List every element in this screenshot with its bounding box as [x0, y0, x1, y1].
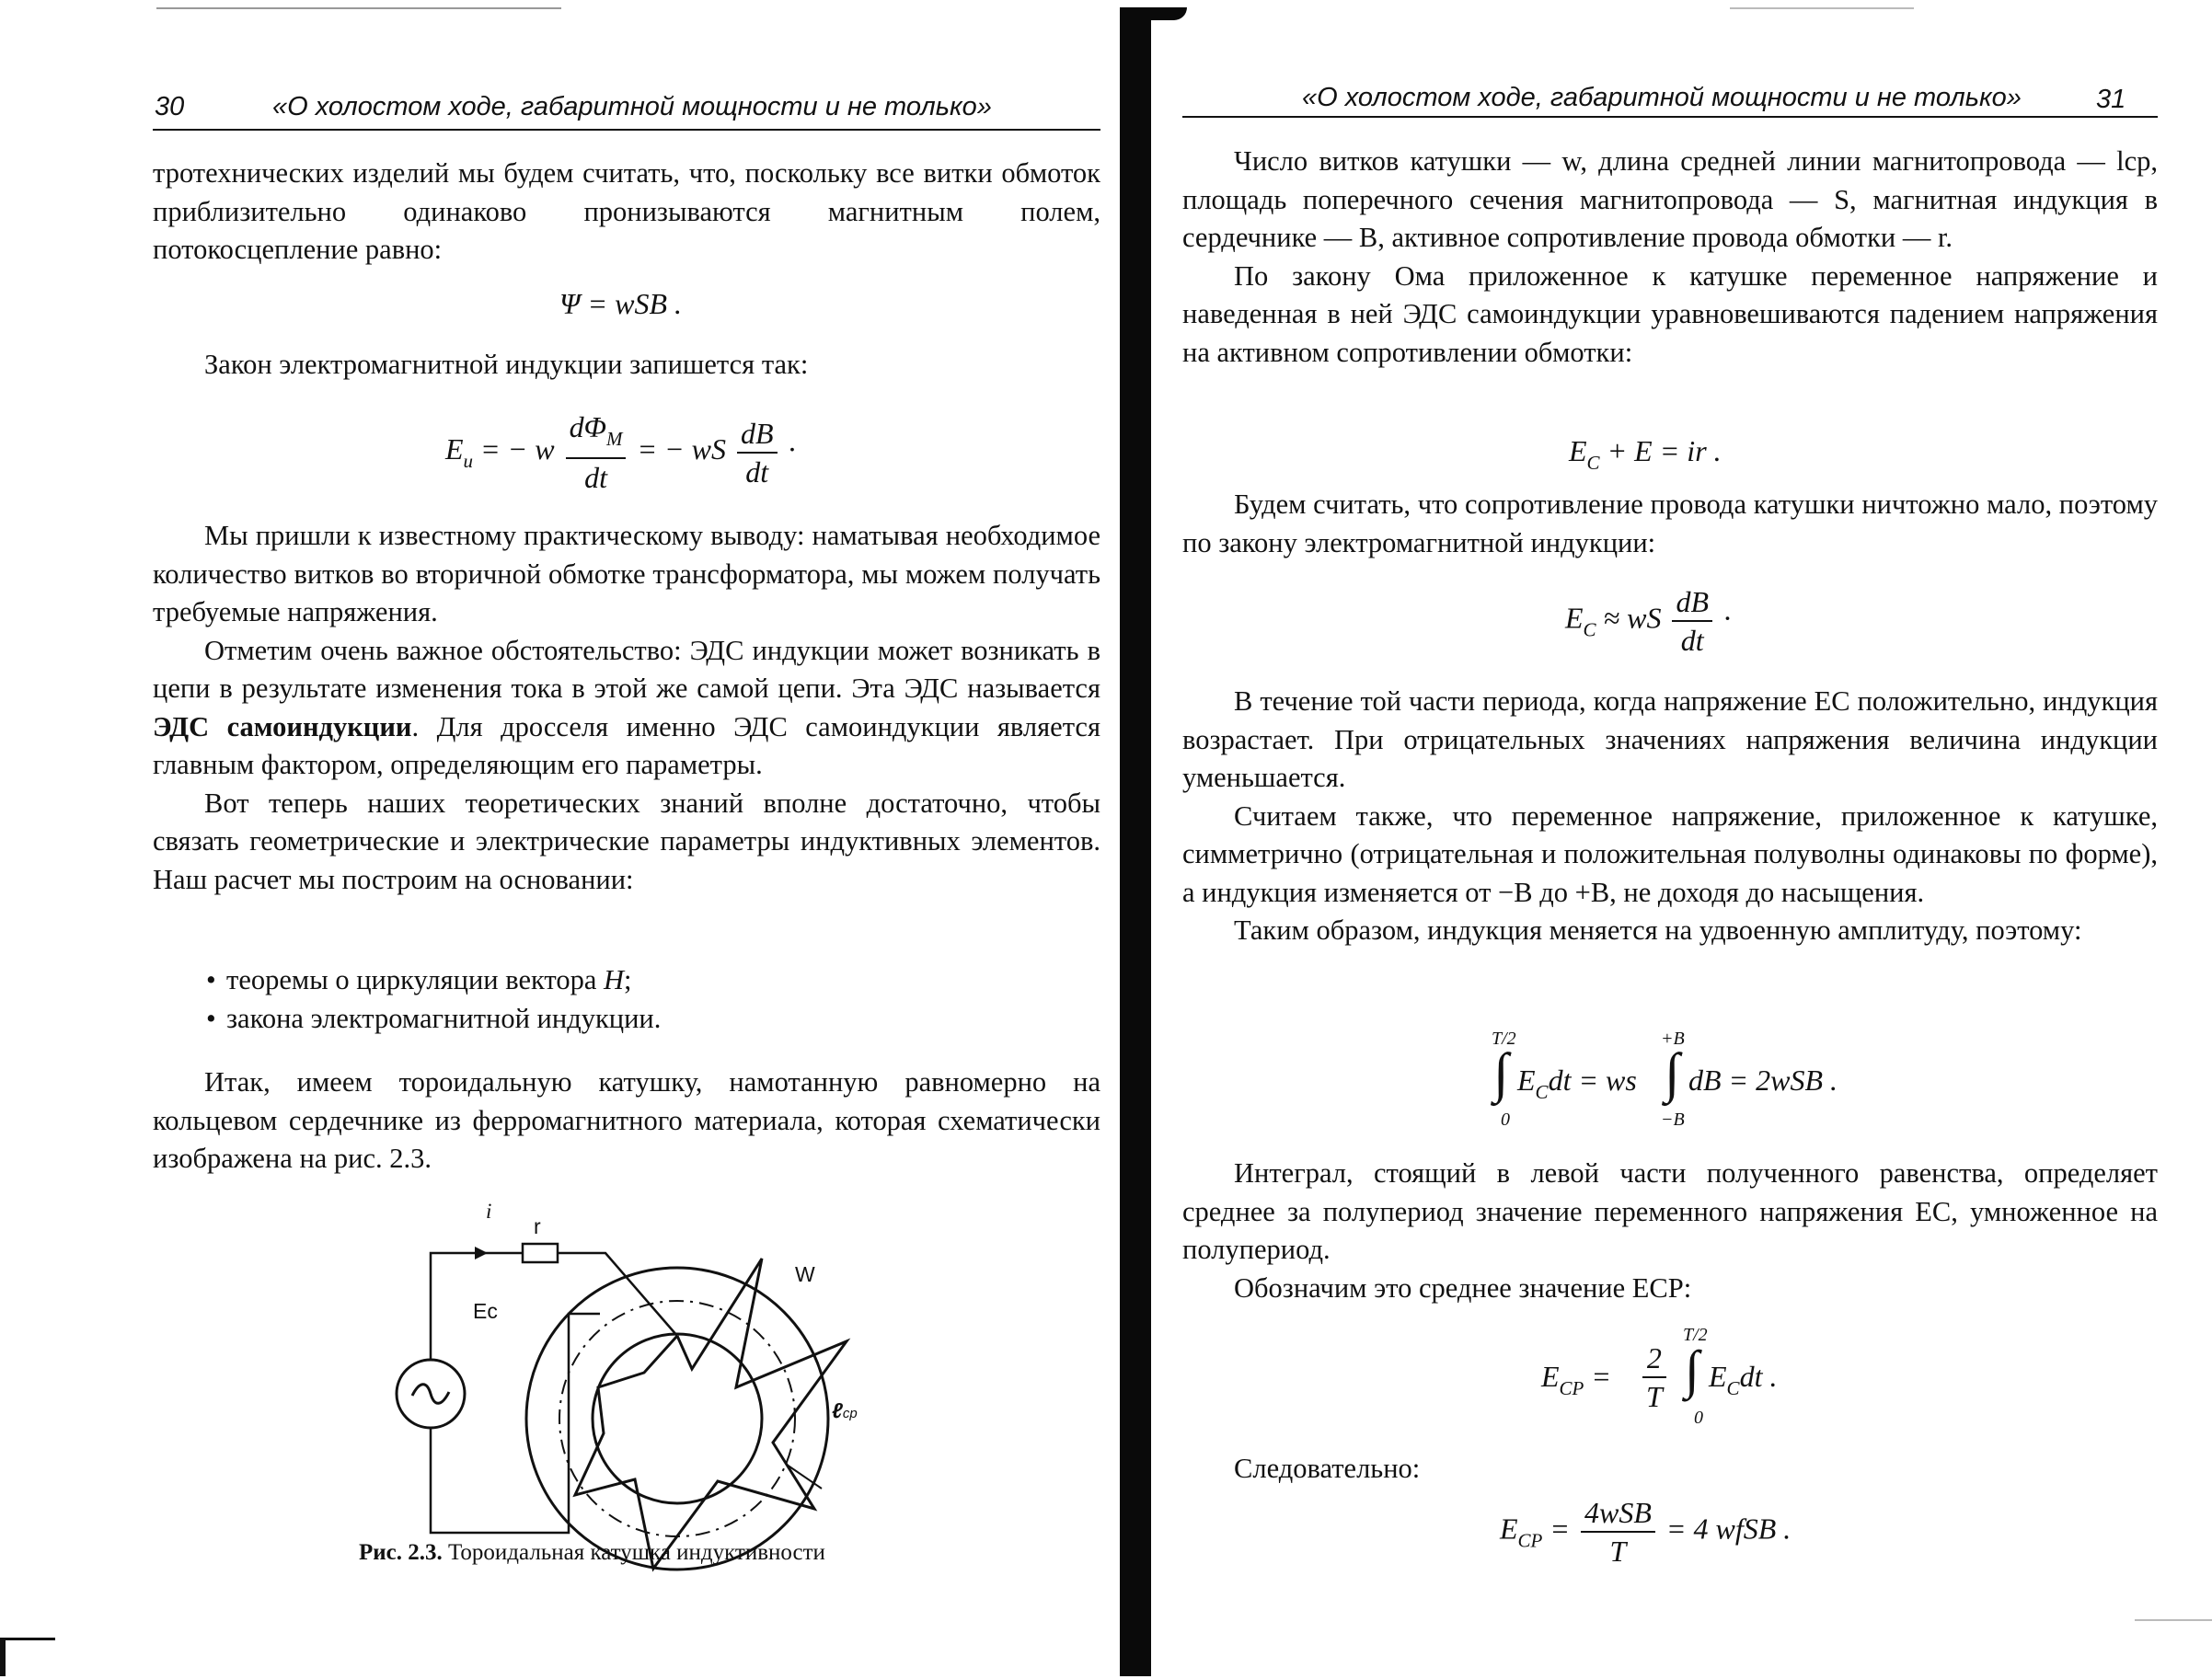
integral-body: dB = 2wSB .: [1688, 1064, 1838, 1097]
right-page: [1127, 0, 2212, 1676]
formula-subscript: C: [1535, 1081, 1549, 1103]
formula-term: dt .: [1739, 1360, 1778, 1393]
list-item: [202, 961, 1104, 1000]
label-mean-length-symbol: ℓ: [832, 1398, 843, 1422]
fraction-numerator: 2: [1642, 1341, 1666, 1378]
body-text: [1182, 1155, 2158, 1307]
figure-caption: [359, 1540, 825, 1566]
paragraph: Мы пришли к известному практическому выводу: наматывая необходимое количество витков во вторичной обмотке трансформатора, мы можем получать требуемые напряжения.: [153, 520, 1100, 627]
formula-subscript: C: [1586, 452, 1600, 474]
formula-ohm: [1569, 434, 1722, 475]
formula-term: = − w: [480, 431, 555, 466]
formula-term: E: [1517, 1064, 1536, 1097]
formula-term: = 4 wfSB .: [1665, 1512, 1791, 1546]
formula-term: = − wS: [637, 431, 726, 466]
paragraph: Закон электромагнитной индукции запишется так:: [204, 349, 809, 380]
fraction: [737, 417, 778, 489]
fraction-numerator: dB: [1672, 585, 1712, 622]
bullet-list-container: [202, 961, 1104, 1038]
formula-subscript: C: [1583, 618, 1596, 641]
formula-term: E: [1565, 601, 1584, 635]
paragraph: Следовательно:: [1234, 1453, 1421, 1484]
paragraph: Итак, имеем тороидальную катушку, намотанную равномерно на кольцевом сердечнике из ферромагнитного материала, которая схематически изображена на рис. 2.3.: [153, 1066, 1100, 1174]
fraction-denominator: dt: [745, 454, 769, 489]
formula-term: E: [1541, 1360, 1560, 1393]
paragraph: Вот теперь наших теоретических знаний вполне достаточно, чтобы связать геометрические и электрические параметры индуктивных элементов. Наш расчет мы построим на основании:: [153, 787, 1100, 895]
integral-lower-limit: 0: [1694, 1408, 1703, 1428]
italic-symbol: H: [604, 964, 625, 995]
label-resistor: r: [534, 1214, 541, 1238]
formula-term: E: [1709, 1360, 1727, 1393]
integral-lower-limit: 0: [1501, 1110, 1510, 1130]
paragraph: [153, 632, 1100, 785]
fraction-numerator: dΦ: [569, 410, 606, 443]
formula-subscript: CP: [1517, 1529, 1543, 1552]
body-text: [153, 155, 1100, 270]
text-run: теоремы о циркуляции вектора: [226, 964, 604, 995]
formula-term: ≈ wS: [1603, 601, 1662, 635]
text-run: ;: [624, 964, 632, 995]
formula-term: + E = ir .: [1599, 434, 1722, 467]
fraction-denominator: T: [1646, 1380, 1663, 1413]
formula-subscript: C: [1726, 1377, 1740, 1399]
fraction-denominator: dt: [1680, 624, 1704, 657]
paragraph: По закону Ома приложенное к катушке переменное напряжение и наведенная в ней ЭДС самоиндукции уравновешиваются падением напряжения на активном сопротивлении обмотки:: [1182, 259, 2158, 368]
paragraph: Таким образом, индукция меняется на удвоенную амплитуду, поэтому:: [1234, 914, 2082, 946]
page-number: 31: [2096, 85, 2126, 114]
paragraph: Будем считать, что сопротивление провода катушки ничтожно мало, поэтому по закону электромагнитной индукции:: [1182, 489, 2158, 558]
integral-upper-limit: T/2: [1492, 1029, 1516, 1049]
header-rule: [1182, 116, 2158, 118]
fraction: [1581, 1496, 1655, 1568]
body-text: [1182, 143, 2158, 372]
formula-term: ·: [788, 431, 796, 466]
body-text: [153, 517, 1100, 899]
integral-lower-limit: −B: [1661, 1110, 1685, 1130]
label-winding: W: [795, 1262, 815, 1286]
toroidal-coil-figure: [368, 1205, 883, 1573]
paragraph: Считаем также, что переменное напряжение, приложенное к катушке, симметрично (отрицательная и положительная полуволны одинаковы по форме), а индукция изменяется от −B до +B, не доходя до насыщения.: [1182, 799, 2158, 908]
formula-term: dt = ws: [1548, 1064, 1637, 1097]
paragraph: В течение той части периода, когда напряжение EC положительно, индукция возрастает. При отрицательных значениях напряжения величина индукции уменьшается.: [1182, 685, 2158, 793]
current-arrow: [475, 1247, 488, 1259]
page-number: 30: [155, 92, 185, 121]
caption-text: Тороидальная катушка индуктивности: [442, 1540, 825, 1565]
paragraph: Число витков катушки — w, длина средней линии магнитопровода — lср, площадь поперечного сечения магнитопровода — S, магнитная индукция в сердечнике — B, активное сопротивление провода обмотки — r.: [1182, 145, 2158, 253]
list-item: • закона электромагнитной индукции.: [202, 1000, 1104, 1039]
formula-term: E: [1500, 1512, 1518, 1546]
wire: [558, 1253, 677, 1336]
integral-upper-limit: T/2: [1683, 1325, 1708, 1345]
bold-term: ЭДС самоиндукции: [153, 710, 412, 742]
label-mean-length-sub: ср: [842, 1406, 858, 1421]
fraction-denominator: T: [1609, 1535, 1627, 1568]
fraction: [1672, 585, 1712, 657]
text-run: . Для дросселя именно ЭДС самоиндукции является главным фактором, определяющим его параметры.: [153, 710, 1100, 780]
integral-body: [1517, 1064, 1637, 1104]
formula-term: ·: [1723, 601, 1732, 635]
fraction-numerator: 4wSB: [1581, 1496, 1655, 1533]
toroid-inner: [593, 1334, 762, 1503]
fraction: [566, 410, 627, 494]
wire: [431, 1314, 600, 1533]
formula-term: =: [1591, 1360, 1611, 1393]
running-head: «О холостом ходе, габаритной мощности и не только»: [1302, 83, 2022, 112]
fraction-denominator: dt: [584, 461, 607, 494]
body-text: [1182, 1450, 2158, 1489]
formula-subscript: и: [463, 449, 474, 472]
formula-emf-induction: [445, 410, 796, 494]
formula-term: E: [1569, 434, 1587, 467]
formula-psi: Ψ = wSB .: [559, 287, 682, 320]
resistor: [523, 1244, 558, 1262]
fraction-numerator: dB: [737, 417, 778, 454]
header-rule: [153, 129, 1100, 131]
integral-sign: ∫: [1665, 1042, 1680, 1103]
body-text: [1182, 683, 2158, 950]
integral-sign: ∫: [1685, 1340, 1699, 1399]
label-current: i: [486, 1200, 492, 1223]
formula-ec: [1565, 585, 1731, 657]
formula-subscript: M: [605, 428, 623, 450]
formula-term: E: [445, 431, 464, 466]
label-mean-length: [832, 1398, 858, 1423]
body-text: [153, 1064, 1100, 1179]
body-text: [1182, 486, 2158, 562]
formula-average: [1541, 1325, 1836, 1435]
paragraph: Интеграл, стоящий в левой части полученного равенства, определяет среднее за полупериод значение переменного напряжения EC, умноженное на полупериод.: [1182, 1157, 2158, 1265]
formula-integral: [1477, 1029, 1863, 1130]
paragraph: тротехнических изделий мы будем считать, что, поскольку все витки обмоток приблизительно одинаково пронизываются магнитным полем, потокосцепление равно:: [153, 157, 1100, 265]
integral-upper-limit: +B: [1661, 1029, 1685, 1049]
bullet-list: [202, 961, 1104, 1038]
running-head: «О холостом ходе, габаритной мощности и не только»: [272, 92, 992, 121]
formula-subscript: CP: [1559, 1377, 1584, 1399]
body-text: [153, 346, 1100, 385]
formula-final: [1500, 1496, 1791, 1568]
label-ec: Ec: [473, 1299, 498, 1323]
paragraph: Обозначим это среднее значение ECP:: [1234, 1271, 1692, 1304]
formula-term: =: [1550, 1512, 1570, 1546]
caption-number: Рис. 2.3.: [359, 1540, 443, 1565]
integral-sign: ∫: [1493, 1042, 1509, 1103]
text-run: Отметим очень важное обстоятельство: ЭДС индукции может возникать в цепи в результате изменения тока в этой же самой цепи. Эта ЭДС называется: [153, 634, 1100, 704]
fraction: [1642, 1341, 1666, 1413]
